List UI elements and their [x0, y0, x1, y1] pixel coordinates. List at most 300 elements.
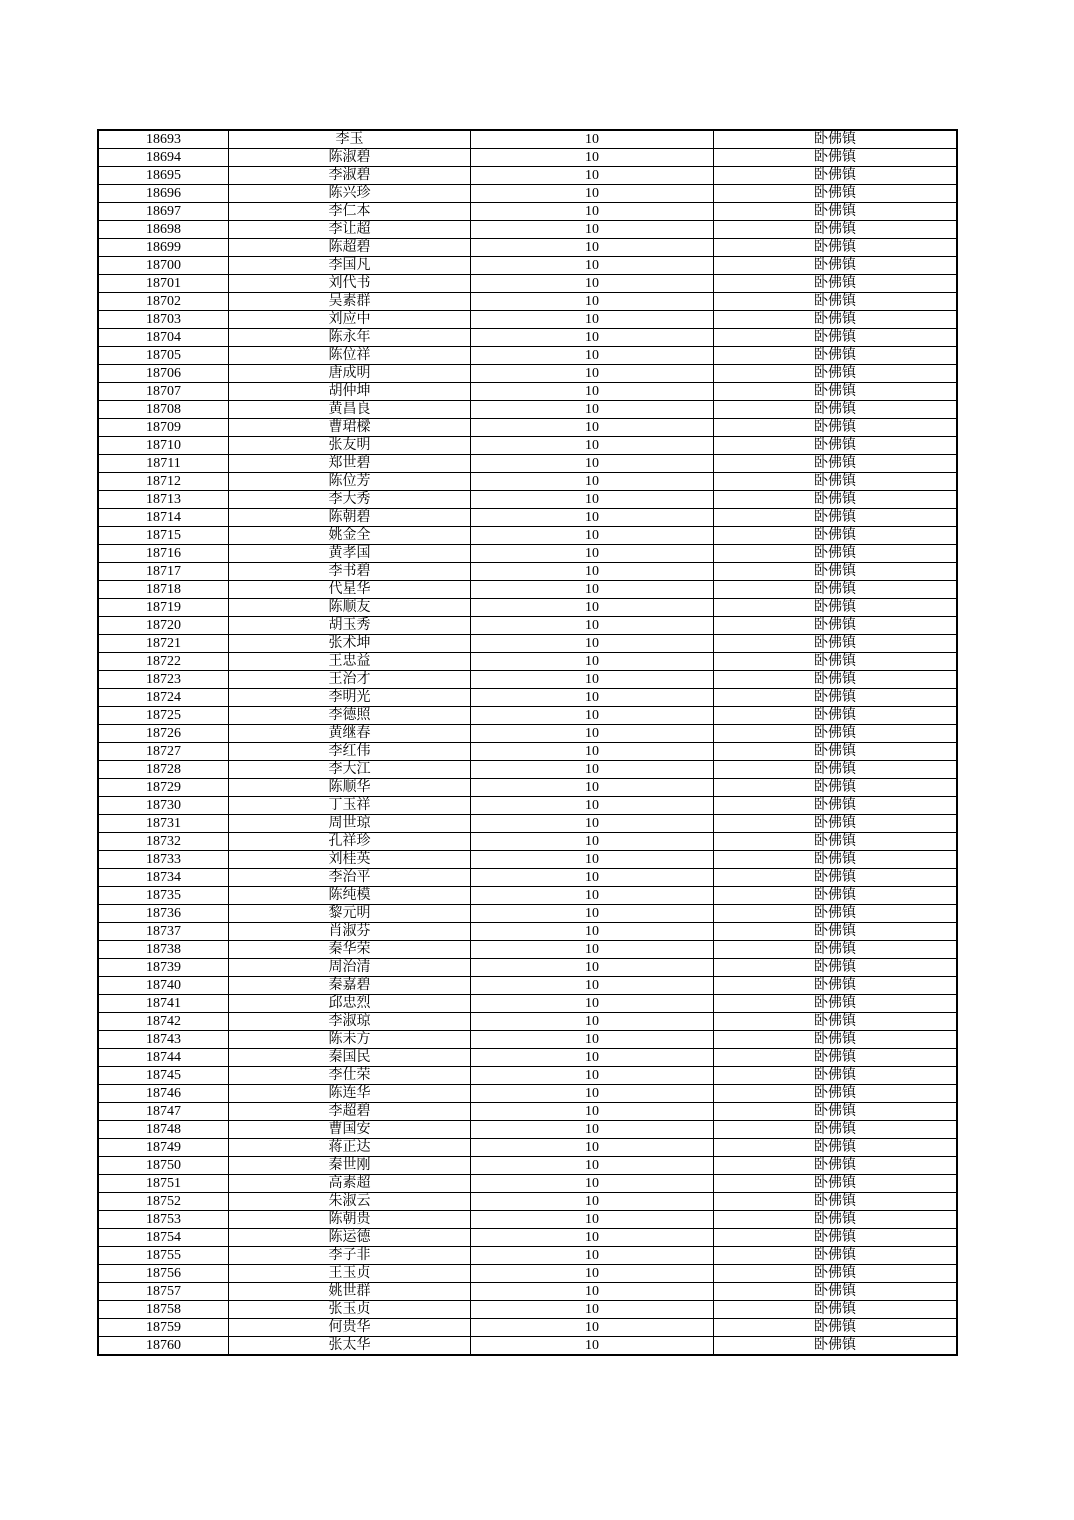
cell-name: 胡玉秀: [229, 617, 471, 635]
cell-amount: 10: [471, 851, 714, 869]
cell-town: 卧佛镇: [714, 563, 958, 581]
cell-amount: 10: [471, 725, 714, 743]
table-row: [98, 653, 957, 671]
cell-name: 张术坤: [229, 635, 471, 653]
table-row: [98, 419, 957, 437]
cell-town: 卧佛镇: [714, 455, 958, 473]
cell-name: 高素超: [229, 1175, 471, 1193]
table-row: [98, 941, 957, 959]
cell-amount: 10: [471, 401, 714, 419]
table-row: [98, 491, 957, 509]
cell-amount: 10: [471, 257, 714, 275]
cell-amount: 10: [471, 797, 714, 815]
table-row: [98, 1265, 957, 1283]
table-row: [98, 995, 957, 1013]
cell-amount: 10: [471, 707, 714, 725]
cell-amount: 10: [471, 203, 714, 221]
cell-amount: 10: [471, 1067, 714, 1085]
cell-number: 18729: [98, 779, 229, 797]
table-row: [98, 707, 957, 725]
cell-name: 张太华: [229, 1337, 471, 1356]
cell-number: 18715: [98, 527, 229, 545]
table-row: [98, 527, 957, 545]
table-row: [98, 347, 957, 365]
cell-name: 周世琼: [229, 815, 471, 833]
cell-name: 黄昌良: [229, 401, 471, 419]
cell-name: 黎元明: [229, 905, 471, 923]
cell-name: 邱忠烈: [229, 995, 471, 1013]
cell-number: 18700: [98, 257, 229, 275]
cell-number: 18711: [98, 455, 229, 473]
table-row: [98, 329, 957, 347]
cell-name: 陈永年: [229, 329, 471, 347]
cell-number: 18744: [98, 1049, 229, 1067]
cell-name: 朱淑云: [229, 1193, 471, 1211]
cell-town: 卧佛镇: [714, 869, 958, 887]
cell-name: 王忠益: [229, 653, 471, 671]
cell-name: 李淑琼: [229, 1013, 471, 1031]
cell-number: 18749: [98, 1139, 229, 1157]
cell-number: 18746: [98, 1085, 229, 1103]
cell-number: 18737: [98, 923, 229, 941]
table-row: [98, 1337, 957, 1356]
table-body: [98, 130, 957, 1355]
cell-town: 卧佛镇: [714, 1229, 958, 1247]
cell-name: 王治才: [229, 671, 471, 689]
cell-town: 卧佛镇: [714, 815, 958, 833]
cell-town: 卧佛镇: [714, 833, 958, 851]
cell-amount: 10: [471, 779, 714, 797]
table-row: [98, 185, 957, 203]
cell-number: 18703: [98, 311, 229, 329]
cell-town: 卧佛镇: [714, 977, 958, 995]
cell-number: 18739: [98, 959, 229, 977]
cell-amount: 10: [471, 1301, 714, 1319]
table-row: [98, 599, 957, 617]
table-row: [98, 1283, 957, 1301]
table-row: [98, 635, 957, 653]
cell-name: 黄继春: [229, 725, 471, 743]
cell-name: 陈朝碧: [229, 509, 471, 527]
cell-amount: 10: [471, 311, 714, 329]
cell-amount: 10: [471, 1283, 714, 1301]
table-row: [98, 869, 957, 887]
cell-number: 18710: [98, 437, 229, 455]
table-row: [98, 1031, 957, 1049]
cell-number: 18753: [98, 1211, 229, 1229]
cell-town: 卧佛镇: [714, 1103, 958, 1121]
table-row: [98, 1067, 957, 1085]
cell-amount: 10: [471, 275, 714, 293]
cell-number: 18745: [98, 1067, 229, 1085]
cell-number: 18755: [98, 1247, 229, 1265]
cell-town: 卧佛镇: [714, 1319, 958, 1337]
cell-amount: 10: [471, 923, 714, 941]
cell-town: 卧佛镇: [714, 1139, 958, 1157]
cell-name: 李明光: [229, 689, 471, 707]
cell-amount: 10: [471, 617, 714, 635]
cell-town: 卧佛镇: [714, 1301, 958, 1319]
cell-number: 18741: [98, 995, 229, 1013]
cell-name: 刘代书: [229, 275, 471, 293]
cell-number: 18719: [98, 599, 229, 617]
table-row: [98, 221, 957, 239]
table-row: [98, 130, 957, 149]
cell-name: 王玉贞: [229, 1265, 471, 1283]
table-row: [98, 1013, 957, 1031]
cell-town: 卧佛镇: [714, 130, 958, 149]
cell-amount: 10: [471, 1085, 714, 1103]
table-row: [98, 167, 957, 185]
cell-amount: 10: [471, 1229, 714, 1247]
cell-town: 卧佛镇: [714, 509, 958, 527]
cell-town: 卧佛镇: [714, 1265, 958, 1283]
cell-number: 18754: [98, 1229, 229, 1247]
cell-town: 卧佛镇: [714, 905, 958, 923]
cell-number: 18697: [98, 203, 229, 221]
cell-number: 18747: [98, 1103, 229, 1121]
data-table: [97, 129, 958, 1356]
cell-number: 18742: [98, 1013, 229, 1031]
table-row: [98, 311, 957, 329]
cell-number: 18706: [98, 365, 229, 383]
cell-town: 卧佛镇: [714, 1085, 958, 1103]
table-row: [98, 689, 957, 707]
table-row: [98, 725, 957, 743]
cell-amount: 10: [471, 1139, 714, 1157]
table-row: [98, 1247, 957, 1265]
cell-town: 卧佛镇: [714, 1013, 958, 1031]
cell-town: 卧佛镇: [714, 1121, 958, 1139]
cell-town: 卧佛镇: [714, 797, 958, 815]
cell-name: 李让超: [229, 221, 471, 239]
cell-amount: 10: [471, 869, 714, 887]
cell-amount: 10: [471, 1337, 714, 1356]
cell-amount: 10: [471, 130, 714, 149]
cell-number: 18735: [98, 887, 229, 905]
table-row: [98, 545, 957, 563]
cell-number: 18717: [98, 563, 229, 581]
cell-amount: 10: [471, 689, 714, 707]
cell-number: 18698: [98, 221, 229, 239]
cell-number: 18722: [98, 653, 229, 671]
cell-name: 陈未方: [229, 1031, 471, 1049]
cell-number: 18731: [98, 815, 229, 833]
cell-town: 卧佛镇: [714, 401, 958, 419]
cell-town: 卧佛镇: [714, 1337, 958, 1356]
cell-amount: 10: [471, 941, 714, 959]
cell-amount: 10: [471, 365, 714, 383]
cell-amount: 10: [471, 527, 714, 545]
cell-name: 陈连华: [229, 1085, 471, 1103]
cell-name: 陈顺华: [229, 779, 471, 797]
cell-amount: 10: [471, 959, 714, 977]
cell-name: 黄孝国: [229, 545, 471, 563]
cell-town: 卧佛镇: [714, 887, 958, 905]
cell-name: 李玉: [229, 130, 471, 149]
cell-name: 曹国安: [229, 1121, 471, 1139]
cell-number: 18730: [98, 797, 229, 815]
cell-amount: 10: [471, 905, 714, 923]
cell-number: 18704: [98, 329, 229, 347]
cell-town: 卧佛镇: [714, 473, 958, 491]
table-row: [98, 1085, 957, 1103]
cell-number: 18721: [98, 635, 229, 653]
cell-town: 卧佛镇: [714, 185, 958, 203]
cell-number: 18760: [98, 1337, 229, 1356]
cell-town: 卧佛镇: [714, 617, 958, 635]
cell-name: 李仁本: [229, 203, 471, 221]
cell-number: 18733: [98, 851, 229, 869]
cell-town: 卧佛镇: [714, 1193, 958, 1211]
cell-name: 蒋正达: [229, 1139, 471, 1157]
cell-town: 卧佛镇: [714, 419, 958, 437]
table-row: [98, 923, 957, 941]
cell-name: 秦嘉碧: [229, 977, 471, 995]
cell-town: 卧佛镇: [714, 1031, 958, 1049]
cell-name: 张友明: [229, 437, 471, 455]
cell-amount: 10: [471, 833, 714, 851]
cell-town: 卧佛镇: [714, 761, 958, 779]
cell-name: 李仕荣: [229, 1067, 471, 1085]
cell-name: 秦世刚: [229, 1157, 471, 1175]
table-row: [98, 617, 957, 635]
cell-amount: 10: [471, 491, 714, 509]
cell-town: 卧佛镇: [714, 851, 958, 869]
cell-amount: 10: [471, 1193, 714, 1211]
table-row: [98, 1157, 957, 1175]
table-row: [98, 1103, 957, 1121]
cell-number: 18707: [98, 383, 229, 401]
cell-name: 曹珺樑: [229, 419, 471, 437]
cell-name: 李治平: [229, 869, 471, 887]
cell-amount: 10: [471, 1121, 714, 1139]
cell-name: 李淑碧: [229, 167, 471, 185]
cell-town: 卧佛镇: [714, 671, 958, 689]
cell-number: 18708: [98, 401, 229, 419]
cell-name: 李国凡: [229, 257, 471, 275]
cell-amount: 10: [471, 635, 714, 653]
cell-town: 卧佛镇: [714, 635, 958, 653]
cell-name: 李书碧: [229, 563, 471, 581]
table-row: [98, 815, 957, 833]
cell-number: 18728: [98, 761, 229, 779]
cell-amount: 10: [471, 221, 714, 239]
cell-town: 卧佛镇: [714, 941, 958, 959]
table-row: [98, 1319, 957, 1337]
cell-name: 姚世群: [229, 1283, 471, 1301]
cell-number: 18734: [98, 869, 229, 887]
table-row: [98, 1301, 957, 1319]
cell-name: 陈顺友: [229, 599, 471, 617]
cell-number: 18736: [98, 905, 229, 923]
cell-name: 李大秀: [229, 491, 471, 509]
cell-town: 卧佛镇: [714, 311, 958, 329]
cell-amount: 10: [471, 455, 714, 473]
cell-town: 卧佛镇: [714, 959, 958, 977]
table-row: [98, 239, 957, 257]
table-row: [98, 851, 957, 869]
cell-number: 18695: [98, 167, 229, 185]
cell-amount: 10: [471, 977, 714, 995]
cell-amount: 10: [471, 545, 714, 563]
cell-amount: 10: [471, 1031, 714, 1049]
cell-number: 18726: [98, 725, 229, 743]
cell-name: 姚金全: [229, 527, 471, 545]
cell-town: 卧佛镇: [714, 653, 958, 671]
table-row: [98, 959, 957, 977]
cell-town: 卧佛镇: [714, 527, 958, 545]
cell-amount: 10: [471, 995, 714, 1013]
cell-number: 18716: [98, 545, 229, 563]
cell-number: 18705: [98, 347, 229, 365]
cell-name: 李大江: [229, 761, 471, 779]
cell-town: 卧佛镇: [714, 365, 958, 383]
cell-amount: 10: [471, 185, 714, 203]
cell-town: 卧佛镇: [714, 221, 958, 239]
cell-amount: 10: [471, 581, 714, 599]
table-row: [98, 1121, 957, 1139]
table-row: [98, 455, 957, 473]
cell-name: 陈运德: [229, 1229, 471, 1247]
cell-amount: 10: [471, 473, 714, 491]
cell-amount: 10: [471, 743, 714, 761]
cell-amount: 10: [471, 1049, 714, 1067]
cell-amount: 10: [471, 761, 714, 779]
table-row: [98, 1049, 957, 1067]
cell-town: 卧佛镇: [714, 383, 958, 401]
cell-number: 18750: [98, 1157, 229, 1175]
cell-name: 陈位祥: [229, 347, 471, 365]
cell-amount: 10: [471, 329, 714, 347]
cell-town: 卧佛镇: [714, 1247, 958, 1265]
cell-name: 郑世碧: [229, 455, 471, 473]
cell-amount: 10: [471, 509, 714, 527]
cell-amount: 10: [471, 419, 714, 437]
cell-number: 18714: [98, 509, 229, 527]
cell-town: 卧佛镇: [714, 275, 958, 293]
table-row: [98, 383, 957, 401]
table-row: [98, 1139, 957, 1157]
cell-town: 卧佛镇: [714, 149, 958, 167]
cell-town: 卧佛镇: [714, 347, 958, 365]
table-row: [98, 275, 957, 293]
table-row: [98, 257, 957, 275]
cell-name: 陈位芳: [229, 473, 471, 491]
cell-town: 卧佛镇: [714, 329, 958, 347]
cell-name: 胡仲坤: [229, 383, 471, 401]
cell-name: 陈兴珍: [229, 185, 471, 203]
cell-number: 18699: [98, 239, 229, 257]
cell-name: 刘桂英: [229, 851, 471, 869]
cell-town: 卧佛镇: [714, 743, 958, 761]
cell-town: 卧佛镇: [714, 1283, 958, 1301]
cell-amount: 10: [471, 1211, 714, 1229]
cell-name: 陈朝贵: [229, 1211, 471, 1229]
cell-name: 陈纯模: [229, 887, 471, 905]
cell-town: 卧佛镇: [714, 257, 958, 275]
cell-town: 卧佛镇: [714, 995, 958, 1013]
cell-name: 李德照: [229, 707, 471, 725]
cell-town: 卧佛镇: [714, 707, 958, 725]
table-row: [98, 1193, 957, 1211]
cell-amount: 10: [471, 563, 714, 581]
cell-name: 丁玉祥: [229, 797, 471, 815]
cell-town: 卧佛镇: [714, 725, 958, 743]
cell-number: 18756: [98, 1265, 229, 1283]
cell-amount: 10: [471, 167, 714, 185]
table-row: [98, 797, 957, 815]
cell-amount: 10: [471, 1265, 714, 1283]
cell-town: 卧佛镇: [714, 1175, 958, 1193]
cell-amount: 10: [471, 293, 714, 311]
cell-name: 肖淑芬: [229, 923, 471, 941]
cell-name: 唐成明: [229, 365, 471, 383]
cell-name: 刘应中: [229, 311, 471, 329]
cell-name: 李超碧: [229, 1103, 471, 1121]
cell-number: 18718: [98, 581, 229, 599]
cell-number: 18759: [98, 1319, 229, 1337]
cell-number: 18738: [98, 941, 229, 959]
cell-number: 18740: [98, 977, 229, 995]
cell-name: 秦华荣: [229, 941, 471, 959]
table-row: [98, 203, 957, 221]
cell-number: 18757: [98, 1283, 229, 1301]
cell-number: 18709: [98, 419, 229, 437]
cell-amount: 10: [471, 1157, 714, 1175]
table-row: [98, 1229, 957, 1247]
table-row: [98, 743, 957, 761]
cell-town: 卧佛镇: [714, 923, 958, 941]
table-row: [98, 437, 957, 455]
table-row: [98, 905, 957, 923]
table-row: [98, 671, 957, 689]
cell-town: 卧佛镇: [714, 491, 958, 509]
cell-town: 卧佛镇: [714, 293, 958, 311]
cell-town: 卧佛镇: [714, 437, 958, 455]
cell-amount: 10: [471, 347, 714, 365]
cell-town: 卧佛镇: [714, 689, 958, 707]
table-row: [98, 977, 957, 995]
cell-name: 何贵华: [229, 1319, 471, 1337]
table-row: [98, 149, 957, 167]
table-row: [98, 833, 957, 851]
cell-town: 卧佛镇: [714, 1211, 958, 1229]
cell-amount: 10: [471, 1247, 714, 1265]
cell-amount: 10: [471, 1319, 714, 1337]
cell-number: 18712: [98, 473, 229, 491]
cell-number: 18694: [98, 149, 229, 167]
cell-town: 卧佛镇: [714, 779, 958, 797]
table-row: [98, 293, 957, 311]
cell-amount: 10: [471, 1175, 714, 1193]
cell-amount: 10: [471, 437, 714, 455]
cell-town: 卧佛镇: [714, 545, 958, 563]
cell-number: 18752: [98, 1193, 229, 1211]
table-row: [98, 509, 957, 527]
cell-amount: 10: [471, 887, 714, 905]
cell-number: 18751: [98, 1175, 229, 1193]
cell-town: 卧佛镇: [714, 1067, 958, 1085]
cell-amount: 10: [471, 671, 714, 689]
table-row: [98, 581, 957, 599]
table-row: [98, 779, 957, 797]
cell-town: 卧佛镇: [714, 203, 958, 221]
cell-number: 18702: [98, 293, 229, 311]
table-row: [98, 1211, 957, 1229]
cell-number: 18724: [98, 689, 229, 707]
cell-name: 李子非: [229, 1247, 471, 1265]
